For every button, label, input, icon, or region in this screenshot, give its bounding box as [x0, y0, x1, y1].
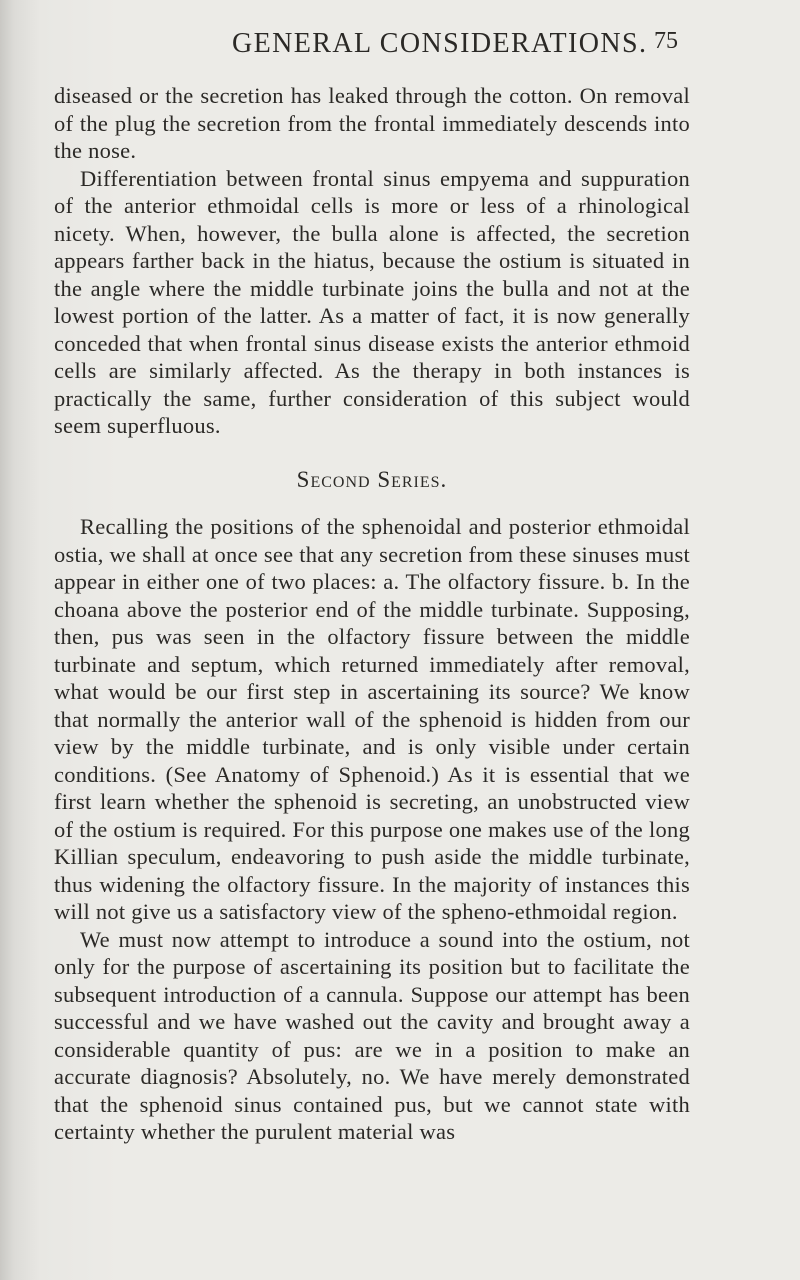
body-text: [54, 82, 690, 1146]
paragraph: Differentiation between frontal sinus empyema and suppuration of the anterior ethmoidal cells is more or less of a rhinological nicety. When, however, the bulla alone is affected, the secretion appears farther back in the hiatus, because the ostium is situated in the angle where the middle turbinate joins the bulla and not at the lowest portion of the latter. As a matter of fact, it is now generally conceded that when frontal sinus disease exists the anterior ethmoid cells are similarly affected. As the therapy in both instances is practically the same, further consideration of this subject would seem superfluous.: [54, 165, 690, 438]
paragraph: We must now attempt to introduce a sound into the ostium, not only for the purpose of ascertaining its position but to facilitate the subsequent introduction of a cannula. Suppose our attempt has been successful and we have washed out the cavity and brought away a considerable quantity of pus: are we in a position to make an accurate diagnosis? Absolutely, no. We have merely demonstrated that the sphenoid sinus contained pus, but we cannot state with certainty whether the purulent material was: [54, 926, 690, 1144]
page-number: 75: [654, 28, 678, 54]
paragraph: Recalling the positions of the sphenoidal and posterior ethmoidal ostia, we shall at once see that any secretion from these sinuses must appear in either one of two places: a. The olfactory fissure. b. In the choana above the posterior end of the middle turbinate. Supposing, then, pus was seen in the olfactory fissure between the middle turbinate and septum, which returned immediately after removal, what would be our first step in ascertaining its source? We know that normally the anterior wall of the sphenoid is hidden from our view by the middle turbinate, and is only visible under certain conditions. (See Anatomy of Sphenoid.) As it is essential that we first learn whether the sphenoid is secreting, an unobstructed view of the ostium is required. For this purpose one makes use of the long Killian speculum, endeavoring to push aside the middle turbinate, thus widening the olfactory fissure. In the majority of instances this will not give us a satisfactory view of the spheno-ethmoidal region.: [54, 514, 690, 924]
section-heading: Second Series.: [296, 466, 448, 492]
paragraph: diseased or the secretion has leaked through the cotton. On removal of the plug the secretion from the frontal immediately descends into the nose.: [54, 83, 690, 163]
running-head: [0, 28, 800, 68]
running-head-title: GENERAL CONSIDERATIONS.: [232, 28, 648, 59]
